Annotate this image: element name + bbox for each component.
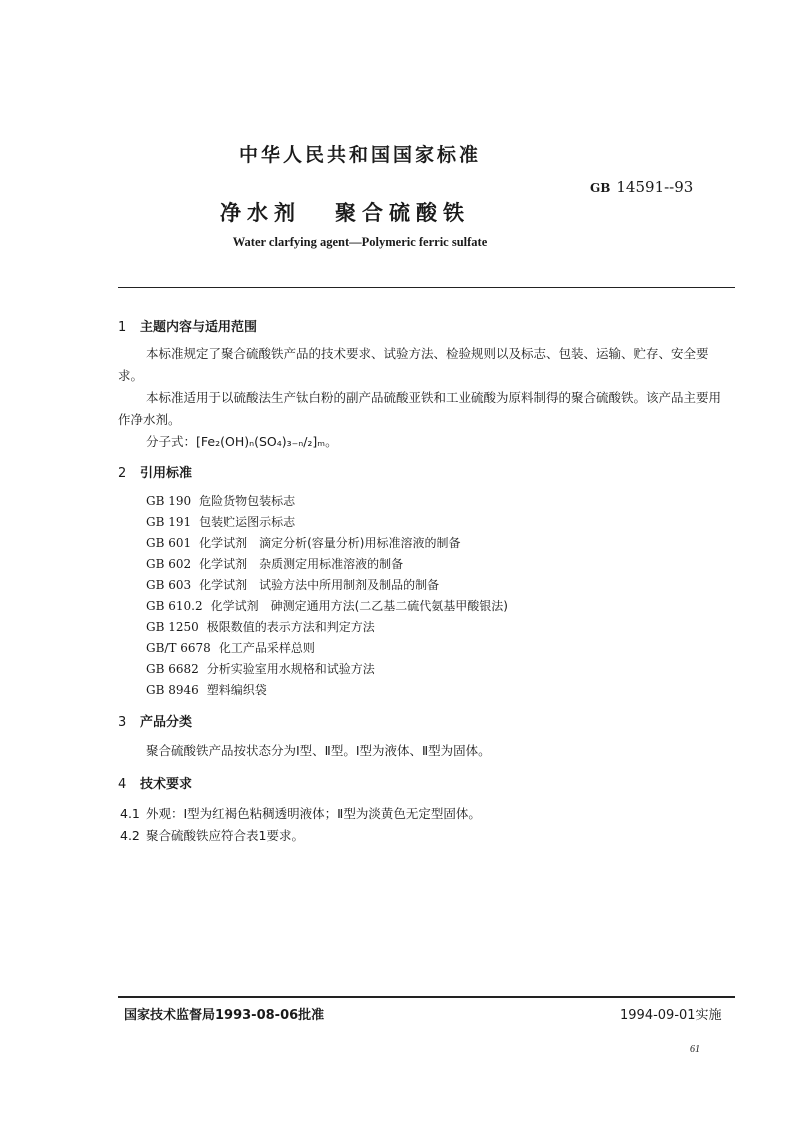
section-4-heading [118,773,192,792]
section-1-heading [118,316,257,335]
reference-code: GB 602 [146,557,192,571]
section-4-item-2 [120,826,304,844]
header-divider [118,287,735,288]
reference-code: GB 190 [146,494,192,508]
reference-code: GB 8946 [146,683,199,697]
item-number: 4.2 [120,828,140,843]
section-1-formula [146,432,338,450]
section-1-paragraph-1: 本标准规定了聚合硫酸铁产品的技术要求、试验方法、检验规则以及标志、包装、运输、贮存、安全要求。 [118,346,709,383]
reference-code: GB 6682 [146,662,199,676]
formula-label: 分子式： [146,434,197,449]
reference-title: 化工产品采样总则 [218,641,315,655]
section-2-title: 引用标准 [140,466,193,481]
section-3-heading [118,711,192,730]
reference-item [146,534,461,551]
reference-title: 化学试剂 试验方法中所用制剂及制品的制备 [199,578,440,592]
reference-title: 危险货物包装标志 [199,494,296,508]
standard-title-zh-part1: 净水剂 [220,201,301,225]
page-number: 61 [690,1044,700,1055]
standard-title-zh [220,197,470,227]
reference-code: GB 601 [146,536,192,550]
reference-item [146,492,295,509]
standard-code [590,178,693,196]
section-1-paragraph-2: 本标准适用于以硫酸法生产钛白粉的副产品硫酸亚铁和工业硫酸为原料制得的聚合硫酸铁。该产品主要用作净水剂。 [118,390,722,427]
reference-title: 化学试剂 杂质测定用标准溶液的制备 [199,557,404,571]
standard-title-zh-part2: 聚合硫酸铁 [335,201,470,225]
reference-code: GB/T 6678 [146,641,211,655]
reference-title: 分析实验室用水规格和试验方法 [206,662,375,676]
item-text: 聚合硫酸铁应符合表1要求。 [146,828,304,843]
section-4-title: 技术要求 [140,777,193,792]
effective-date: 1994-09-01实施 [620,1008,722,1023]
section-4-item-1 [120,804,481,822]
standard-title-en: Water clarfying agent—Polymeric ferric sulfate [232,235,488,249]
standard-number: 14591--93 [616,178,694,196]
footer-divider [118,996,735,998]
reference-code: GB 1250 [146,620,199,634]
reference-code: GB 603 [146,578,192,592]
reference-item [146,555,403,572]
section-2-heading [118,462,192,481]
formula-text: [Fe₂(OH)ₙ(SO₄)₃₋ₙ/₂]ₘ。 [196,434,338,449]
reference-title: 塑料编织袋 [206,683,267,697]
reference-item [146,681,267,698]
item-text: 外观：Ⅰ型为红褐色粘稠透明液体；Ⅱ型为淡黄色无定型固体。 [146,806,481,821]
section-1-title: 主题内容与适用范围 [140,320,258,335]
section-3-title: 产品分类 [140,715,193,730]
reference-item [146,513,295,530]
reference-title: 化学试剂 滴定分析(容量分析)用标准溶液的制备 [199,536,461,550]
approval-line: 国家技术监督局1993-08-06批准 [124,1008,325,1023]
standard-prefix: GB [590,181,611,195]
item-number: 4.1 [120,806,140,821]
section-3-number: 3 [118,715,127,730]
reference-item [146,639,315,656]
reference-item [146,576,439,593]
section-1-number: 1 [118,320,127,335]
reference-code: GB 610.2 [146,599,203,613]
reference-item [146,618,375,635]
reference-title: 化学试剂 砷测定通用方法(二乙基二硫代氨基甲酸银法) [210,599,508,613]
section-4-number: 4 [118,777,127,792]
reference-item [146,660,375,677]
section-2-number: 2 [118,466,127,481]
reference-title: 极限数值的表示方法和判定方法 [206,620,375,634]
reference-item [146,597,508,614]
document-main-title: 中华人民共和国国家标准 [238,144,481,166]
section-3-paragraph: 聚合硫酸铁产品按状态分为Ⅰ型、Ⅱ型。Ⅰ型为液体、Ⅱ型为固体。 [146,743,491,758]
reference-code: GB 191 [146,515,192,529]
reference-title: 包装贮运图示标志 [199,515,296,529]
